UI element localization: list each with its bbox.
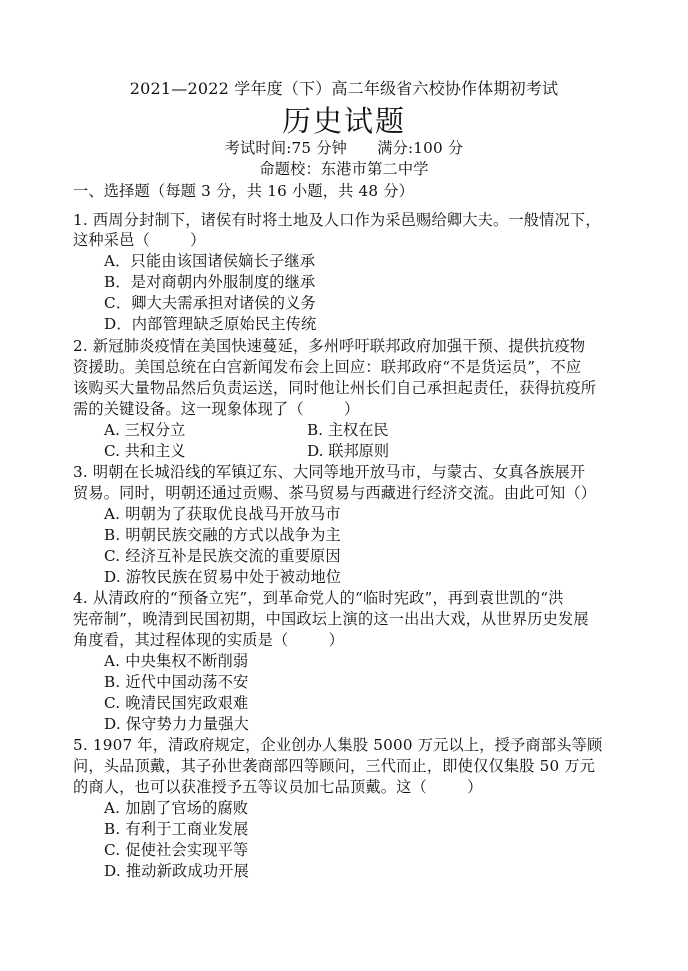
question-3-option-b: B. 明朝民族交融的方式以战争为主 — [104, 526, 341, 544]
question-1-option-d: D．内部管理缺乏原始民主传统 — [104, 315, 317, 333]
question-3-option-d: D. 游牧民族在贸易中处于被动地位 — [104, 568, 342, 586]
question-2-option-a: A. 三权分立 — [104, 421, 186, 439]
question-5-option-d: D. 推动新政成功开展 — [104, 862, 249, 880]
exam-time-score: 考试时间:75 分钟 满分:100 分 — [224, 139, 464, 157]
question-4-line-3: 角度看，其过程体现的实质是（ ） — [73, 631, 345, 649]
question-4-option-c: C. 晚清民国宪政艰难 — [104, 694, 249, 712]
question-5-line-3: 的商人，也可以获准授予五等议员加七品顶戴。这（ ） — [73, 778, 483, 796]
question-2-line-4: 需的关键设备。这一现象体现了（ ） — [73, 400, 360, 418]
question-1-option-c: C．卿大夫需承担对诸侯的义务 — [104, 294, 316, 312]
question-5-option-a: A. 加剧了官场的腐败 — [104, 799, 249, 817]
question-3-line-1: 3. 明朝在长城沿线的军镇辽东、大同等地开放马市，与蒙古、女真各族展开 — [73, 463, 586, 481]
question-2-option-b: B. 主权在民 — [307, 421, 389, 439]
question-5-option-b: B. 有利于工商业发展 — [104, 820, 249, 838]
question-1-line-1: 1. 西周分封制下，诸侯有时将土地及人口作为采邑赐给卿大夫。一般情况下， — [73, 211, 601, 229]
question-2-option-c: C. 共和主义 — [104, 442, 186, 460]
question-4-option-a: A. 中央集权不断削弱 — [104, 652, 249, 670]
page-title: 历史试题 — [281, 104, 406, 138]
question-3-option-c: C. 经济互补是民族交流的重要原因 — [104, 547, 341, 565]
question-5-line-2: 问，头品顶戴，其子孙世袭商部四等顾问，三代而止，即使仅仅集股 50 万元 — [73, 757, 596, 775]
question-4-option-d: D. 保守势力力量强大 — [104, 715, 249, 733]
question-1-line-2: 这种采邑（ ） — [73, 231, 206, 249]
question-1-option-b: B．是对商朝内外服制度的继承 — [104, 273, 316, 291]
question-5-line-1: 5. 1907 年，清政府规定，企业创办人集股 5000 万元以上，授予商部头等顾 — [73, 736, 603, 754]
question-3-line-2: 贸易。同时，明朝还通过贡赐、茶马贸易与西藏进行经济交流。由此可知（） — [73, 484, 597, 502]
question-1-option-a: A．只能由该国诸侯嫡长子继承 — [104, 252, 316, 270]
section-heading: 一、选择题（每题 3 分，共 16 小题，共 48 分） — [73, 182, 415, 200]
question-4-line-2: 宪帝制”，晚清到民国初期，中国政坛上演的这一出出大戏，从世界历史发展 — [73, 610, 589, 628]
question-4-option-b: B. 近代中国动荡不安 — [104, 673, 249, 691]
question-4-line-1: 4. 从清政府的“预备立宪”，到革命党人的“临时宪政”，再到袁世凯的“洪 — [73, 589, 564, 607]
question-2-line-1: 2. 新冠肺炎疫情在美国快速蔓延，多州呼吁联邦政府加强干预、提供抗疫物 — [73, 337, 586, 355]
question-2-option-d: D. 联邦原则 — [307, 442, 390, 460]
question-3-option-a: A. 明朝为了获取优良战马开放马市 — [104, 505, 341, 523]
question-2-line-2: 资援助。美国总统在白宫新闻发布会上回应：联邦政府“不是货运员”，不应 — [73, 358, 582, 376]
question-2-line-3: 该购买大量物品然后负责运送，同时他让州长们自己承担起责任，获得抗疫所 — [73, 379, 597, 397]
exam-school: 命题校：东港市第二中学 — [259, 160, 429, 178]
question-5-option-c: C. 促使社会实现平等 — [104, 841, 249, 859]
exam-header-line: 2021—2022 学年度（下）高二年级省六校协作体期初考试 — [129, 79, 559, 98]
